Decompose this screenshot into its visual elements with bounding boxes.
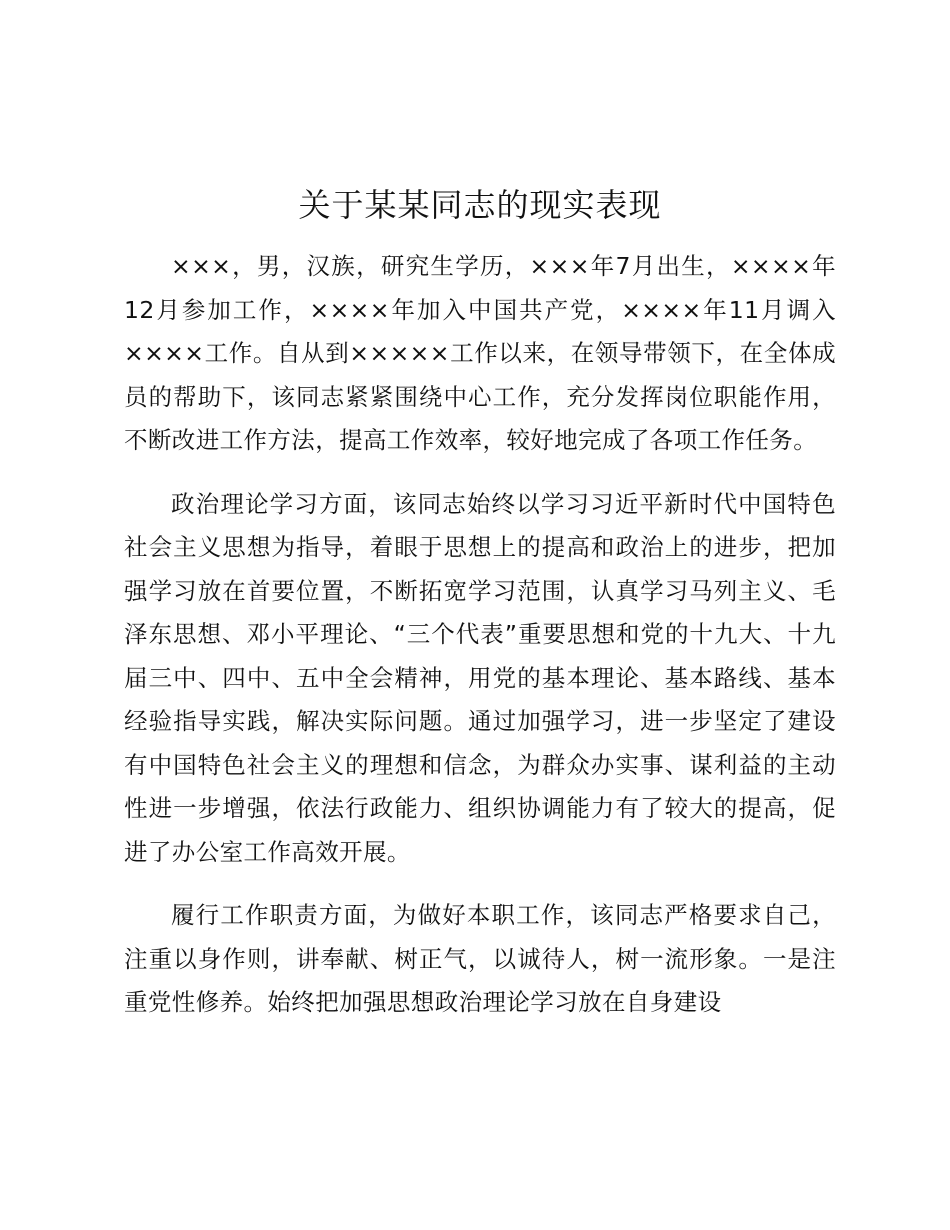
document-title: 关于某某同志的现实表现 — [298, 186, 662, 224]
paragraph-political-study: 政治理论学习方面，该同志始终以学习习近平新时代中国特色社会主义思想为指导，着眼于思想上的提高和政治上的进步，把加强学习放在首要位置，不断拓宽学习范围，认真学习马列主义、毛泽东思想、邓小平理论、“三个代表”重要思想和党的十九大、十九届三中、四中、五中全会精神，用党的基本理论、基本路线、基本经验指导实践，解决实际问题。通过加强学习，进一步坚定了建设有中国特色社会主义的理想和信念，为群众办实事、谋利益的主动性进一步增强，依法行政能力、组织协调能力有了较大的提高，促进了办公室工作高效开展。 — [124, 489, 836, 866]
paragraph-work-duties: 履行工作职责方面，为做好本职工作，该同志严格要求自己，注重以身作则，讲奉献、树正气，以诚待人，树一流形象。一是注重党性修养。始终把加强思想政治理论学习放在自身建设 — [124, 901, 836, 1016]
paragraph-personal-info: ×××，男，汉族，研究生学历，×××年7月出生，××××年12月参加工作，××××年加入中国共产党，××××年11月调入××××工作。自从到×××××工作以来，在领导带领下，在全体成员的帮助下，该同志紧紧围绕中心工作，充分发挥岗位职能作用，不断改进工作方法，提高工作效率，较好地完成了各项工作任务。 — [124, 252, 836, 454]
document-body — [124, 245, 836, 1045]
